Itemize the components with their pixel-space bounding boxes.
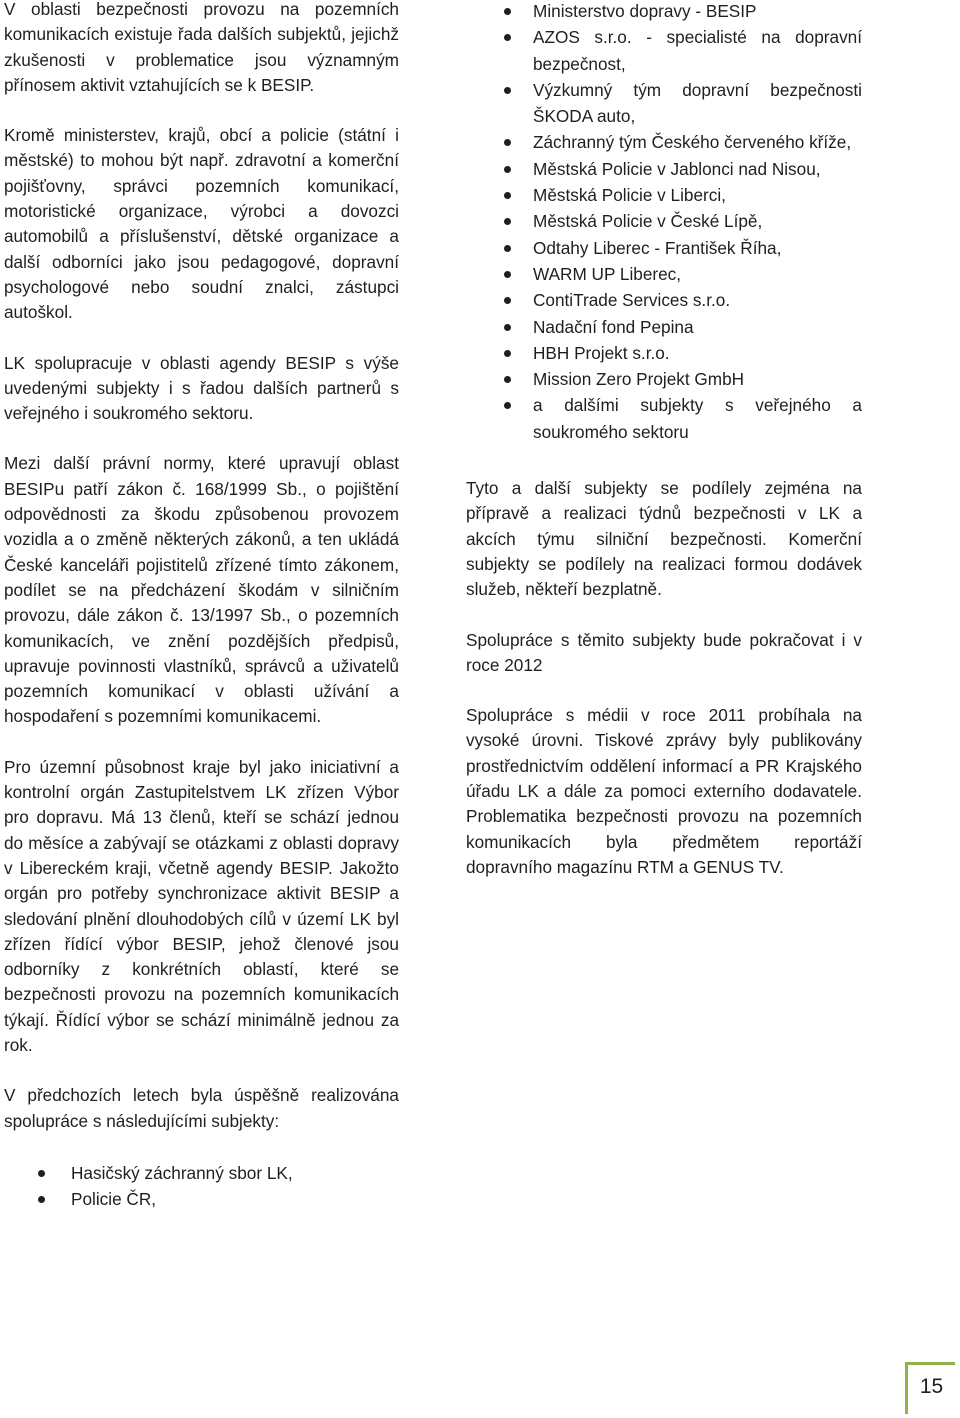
- list-item: Hasičský záchranný sbor LK,: [4, 1160, 399, 1186]
- paragraph-media-cooperation: Spolupráce s médii v roce 2011 probíhala na vysoké úrovni. Tiskové zprávy byly publikovány prostřednictvím oddělení informací a PR Krajského úřadu LK a dále za pomoci externího dodavatele. Problematika bezpečnosti provozu na pozemních komunikacích byla předmětem reportáží dopravního magazínu RTM a GENUS TV.: [466, 705, 862, 877]
- list-item: Městská Policie v České Lípě,: [466, 208, 862, 234]
- cooperation-list-right: [466, 0, 862, 445]
- paragraph-lk-cooperation: LK spolupracuje v oblasti agendy BESIP s výše uvedenými subjekty i s řadou dalších partnerů s veřejného i soukromého sektoru.: [4, 352, 399, 424]
- left-column: [4, 0, 399, 1212]
- list-item: AZOS s.r.o. - specialisté na dopravní bezpečnost,: [466, 24, 862, 77]
- paragraph-transport-committee: Pro územní působnost kraje byl jako iniciativní a kontrolní orgán Zastupitelstvem LK zřízen Výbor pro dopravu. Má 13 členů, kteří se schází jednou do měsíce a zabývají se otázkami z oblasti dopravy v Libereckém kraji, včetně agendy BESIP. Jakožto orgán pro potřeby synchronizace aktivit BESIP a sledování plnění dlouhodobých cílů v území LK byl zřízen řídící výbor BESIP, jehož členové jsou odborníky z konkrétních oblastí, které se bezpečnosti provozu na pozemních komunikacích týkají. Řídící výbor se schází minimálně jednou za rok.: [4, 756, 399, 1055]
- page-number: 15: [919, 1375, 944, 1398]
- list-item: HBH Projekt s.r.o.: [466, 340, 862, 366]
- paragraph-other-subjects: Kromě ministerstev, krajů, obcí a policie (státní i městské) to mohou být např. zdravotní a komerční pojišťovny, správci pozemních komunikací, motoristické organizace, výrobci a dovozci automobilů a příslušenství, dětské organizace a další odborníci jako jsou pedagogové, dopravní psychologové nebo soudní znalci, zástupci autoškol.: [4, 125, 399, 323]
- list-item: WARM UP Liberec,: [466, 261, 862, 287]
- list-item: Odtahy Liberec - František Říha,: [466, 235, 862, 261]
- paragraph-week-of-safety: Tyto a další subjekty se podílely zejména na přípravě a realizaci týdnů bezpečnosti v LK a akcích týmu silniční bezpečnosti. Komerční subjekty se podílely na realizaci formou dodávek služeb, někteří bezplatně.: [466, 478, 862, 600]
- list-item: Mission Zero Projekt GmbH: [466, 366, 862, 392]
- list-item: ContiTrade Services s.r.o.: [466, 287, 862, 313]
- list-item: Ministerstvo dopravy - BESIP: [466, 0, 862, 24]
- paragraph-legal-norms: Mezi další právní normy, které upravují oblast BESIPu patří zákon č. 168/1999 Sb., o pojištění odpovědnosti za škodu způsobenou provozem vozidla a o změně některých zákonů, a ten ukládá České kanceláři pojistitelů zřízené tímto zákonem, podílet se na předcházení škodám v silničním provozu, dále zákon č. 13/1997 Sb., o pozemních komunikacích, ve znění pozdějších předpisů, upravuje povinnosti vlastníků, správců a uživatelů pozemních komunikací v oblasti užívání a hospodaření s pozemními komunikacemi.: [4, 453, 399, 727]
- right-column: [466, 0, 862, 880]
- list-item: Záchranný tým Českého červeného kříže,: [466, 129, 862, 155]
- list-item: Nadační fond Pepina: [466, 314, 862, 340]
- list-item: Výzkumný tým dopravní bezpečnosti ŠKODA auto,: [466, 77, 862, 130]
- cooperation-list-left: [4, 1160, 399, 1213]
- paragraph-besip-subjects: V oblasti bezpečnosti provozu na pozemních komunikacích existuje řada dalších subjektů, jejichž zkušenosti v problematice jsou významným přínosem aktivit vztahujících se k BESIP.: [4, 0, 399, 95]
- paragraph-continuation-2012: Spolupráce s těmito subjekty bude pokračovat i v roce 2012: [466, 629, 862, 675]
- paragraph-previous-cooperation: V předchozích letech byla úspěšně realizována spolupráce s následujícími subjekty:: [4, 1085, 399, 1131]
- list-item: Městská Policie v Liberci,: [466, 182, 862, 208]
- list-item: a dalšími subjekty s veřejného a soukromého sektoru: [466, 392, 862, 445]
- list-item: Policie ČR,: [4, 1186, 399, 1212]
- page-number-box: [905, 1362, 955, 1414]
- list-item: Městská Policie v Jablonci nad Nisou,: [466, 156, 862, 182]
